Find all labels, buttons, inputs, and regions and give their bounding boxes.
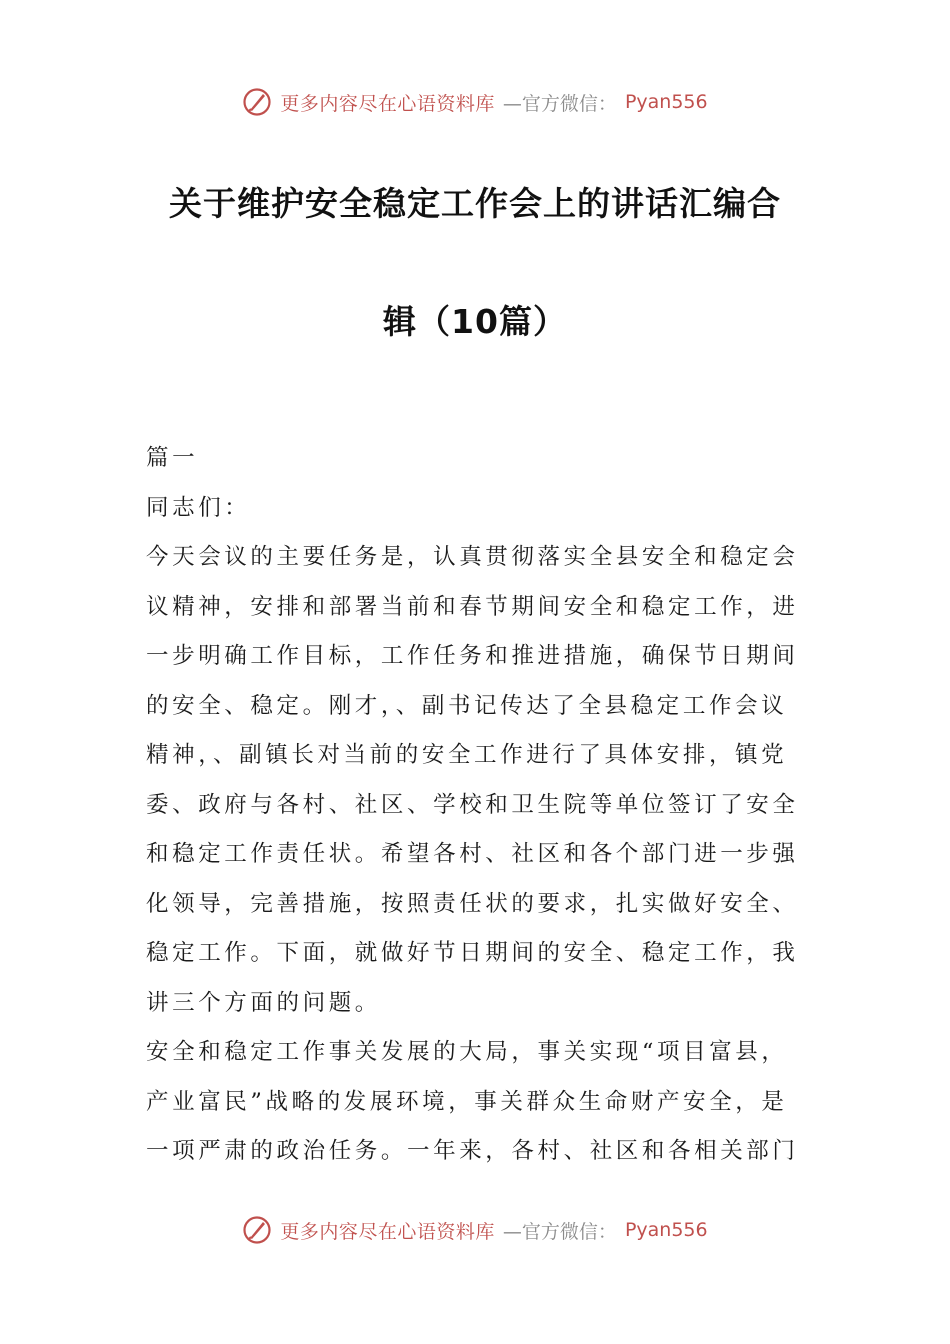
paragraph-line: 委、政府与各村、社区、学校和卫生院等单位签订了安全 [146,791,799,818]
paragraph-line: 今天会议的主要任务是，认真贯彻落实全县安全和稳定会 [146,544,799,570]
paragraph-line: 和稳定工作责任状。希望各村、社区和各个部门进一步强 [146,841,799,867]
paragraph-line: 一项严肃的政治任务。一年来，各村、社区和各相关部门 [146,1138,799,1164]
document-body [146,434,806,1177]
quill-logo-icon [242,1215,272,1245]
paragraph-line: 产业富民”战略的发展环境，事关群众生命财产安全，是 [146,1088,788,1115]
section-heading: 篇一 [146,445,199,471]
watermark-separator: —官方微信： [502,1220,617,1243]
footer-watermark [0,1210,950,1250]
paragraph-line: 化领导，完善措施，按照责任状的要求，扎实做好安全、 [146,890,799,917]
watermark-separator: —官方微信： [502,92,617,115]
document-title-line-2: 辑（10篇） [383,302,567,341]
paragraph-line: 的安全、稳定。刚才，、副书记传达了全县稳定工作会议 [146,692,788,719]
salutation: 同志们： [146,494,251,521]
watermark-contact: Pyan556 [624,1219,708,1241]
header-watermark [0,82,950,122]
document-title-line-1: 关于维护安全稳定工作会上的讲话汇编合 [169,184,781,223]
watermark-contact: Pyan556 [624,91,708,113]
paragraph-line: 一步明确工作目标，工作任务和推进措施，确保节日期间 [146,643,799,669]
paragraph-line: 议精神，安排和部署当前和春节期间安全和稳定工作，进 [146,593,799,620]
watermark-text: 更多内容尽在心语资料库 [280,1220,495,1243]
paragraph-line: 稳定工作。下面，就做好节日期间的安全、稳定工作，我 [146,940,799,966]
paragraph-line: 精神，、副镇长对当前的安全工作进行了具体安排，镇党 [146,742,788,768]
watermark-text: 更多内容尽在心语资料库 [280,92,495,115]
paragraph-line: 安全和稳定工作事关发展的大局，事关实现“项目富县， [146,1039,788,1065]
paragraph-line: 讲三个方面的问题。 [146,989,381,1016]
quill-logo-icon [242,87,272,117]
